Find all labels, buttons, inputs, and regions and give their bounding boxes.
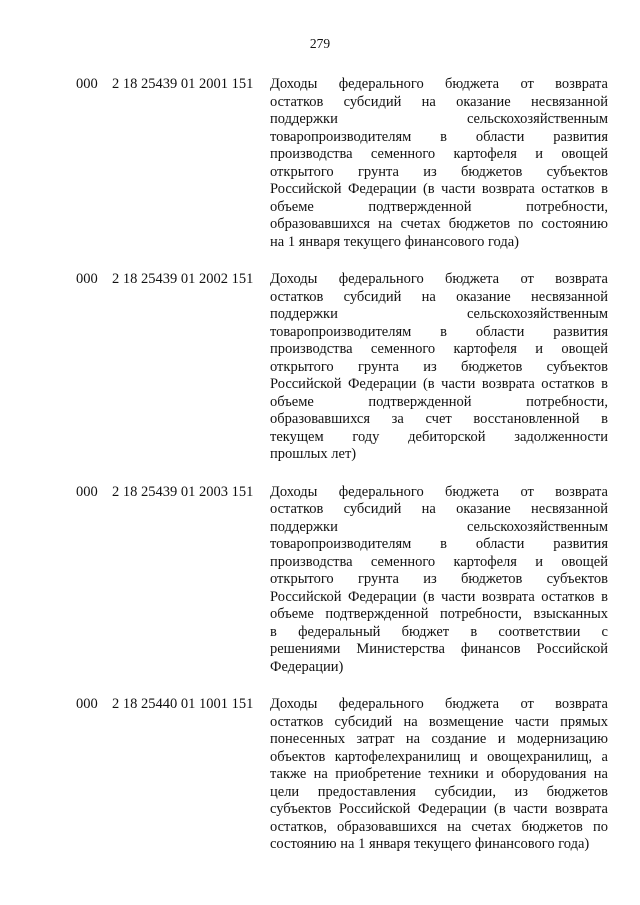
description-line: открытого грунта из бюджетов субъектов bbox=[270, 571, 608, 587]
description-line: товаропроизводителям в области развития bbox=[270, 128, 608, 145]
description-line: субъектов Российской Федерации (в части возврата bbox=[270, 801, 608, 817]
description-line: Доходы федерального бюджета от возврата bbox=[270, 483, 608, 500]
description-line: Доходы федерального бюджета от возврата bbox=[270, 271, 608, 287]
income-classification-code: 2 18 25439 01 2002 151 bbox=[112, 271, 254, 287]
income-classification-code: 2 18 25439 01 2003 151 bbox=[112, 483, 254, 500]
description-line: понесенных затрат на создание и модернизацию bbox=[270, 731, 608, 747]
description-line: производства семенного картофеля и овощей bbox=[270, 146, 608, 162]
description-line: остатков субсидий на оказание несвязанной bbox=[270, 288, 608, 305]
description-line: образовавшихся за счет восстановленной в bbox=[270, 411, 608, 427]
income-description bbox=[270, 271, 608, 464]
description-line: Федерации) bbox=[270, 658, 344, 675]
description-line: остатков субсидий на возмещение части прямых bbox=[270, 713, 608, 730]
description-line: текущем году дебиторской задолженности bbox=[270, 428, 608, 445]
income-description bbox=[270, 484, 608, 677]
description-line: на 1 января текущего финансового года) bbox=[270, 233, 519, 250]
income-description bbox=[270, 76, 608, 251]
description-line: поддержки сельскохозяйственным bbox=[270, 306, 608, 322]
description-line: Доходы федерального бюджета от возврата bbox=[270, 76, 608, 92]
description-line: также на приобретение техники и оборудования на bbox=[270, 766, 608, 782]
description-line: объеме подтвержденной потребности, bbox=[270, 393, 608, 410]
description-line: товаропроизводителям в области развития bbox=[270, 536, 608, 552]
administrator-code: 000 bbox=[76, 76, 98, 92]
description-line: товаропроизводителям в области развития bbox=[270, 323, 608, 340]
description-line: прошлых лет) bbox=[270, 446, 357, 462]
description-line: цели предоставления субсидии, из бюджетов bbox=[270, 783, 608, 800]
administrator-code: 000 bbox=[76, 483, 98, 500]
description-line: Российской Федерации (в части возврата остатков в bbox=[270, 588, 608, 605]
income-description bbox=[270, 696, 608, 854]
page-number: 279 bbox=[309, 36, 331, 51]
description-line: Доходы федерального бюджета от возврата bbox=[270, 696, 608, 712]
description-line: объектов картофелехранилищ и овощехранилищ, а bbox=[270, 748, 608, 765]
description-line: в федеральный бюджет в соответствии с bbox=[270, 623, 608, 640]
description-line: решениями Министерства финансов Российской bbox=[270, 641, 608, 657]
description-line: производства семенного картофеля и овощей bbox=[270, 553, 608, 570]
administrator-code: 000 bbox=[76, 271, 98, 287]
budget-code-entry bbox=[0, 696, 640, 854]
description-line: поддержки сельскохозяйственным bbox=[270, 111, 608, 127]
description-line: Российской Федерации (в части возврата остатков в bbox=[270, 181, 608, 197]
description-line: состоянию на 1 января текущего финансового года) bbox=[270, 836, 590, 852]
income-classification-code: 2 18 25440 01 1001 151 bbox=[112, 696, 254, 712]
income-classification-code: 2 18 25439 01 2001 151 bbox=[112, 76, 254, 92]
budget-code-entry bbox=[0, 271, 640, 464]
description-line: открытого грунта из бюджетов субъектов bbox=[270, 358, 608, 375]
description-line: открытого грунта из бюджетов субъектов bbox=[270, 163, 608, 180]
description-line: образовавшихся на счетах бюджетов по состоянию bbox=[270, 216, 608, 232]
budget-code-list bbox=[0, 76, 640, 874]
description-line: остатков субсидий на оказание несвязанной bbox=[270, 501, 608, 517]
description-line: производства семенного картофеля и овощей bbox=[270, 341, 608, 357]
budget-code-entry bbox=[0, 484, 640, 677]
description-line: Российской Федерации (в части возврата остатков в bbox=[270, 376, 608, 392]
budget-code-entry bbox=[0, 76, 640, 251]
description-line: объеме подтвержденной потребности, взысканных bbox=[270, 606, 608, 622]
administrator-code: 000 bbox=[76, 696, 98, 712]
description-line: остатков, образовавшихся на счетах бюджетов по bbox=[270, 818, 608, 835]
description-line: поддержки сельскохозяйственным bbox=[270, 518, 608, 535]
description-line: объеме подтвержденной потребности, bbox=[270, 198, 608, 215]
description-line: остатков субсидий на оказание несвязанной bbox=[270, 93, 608, 110]
